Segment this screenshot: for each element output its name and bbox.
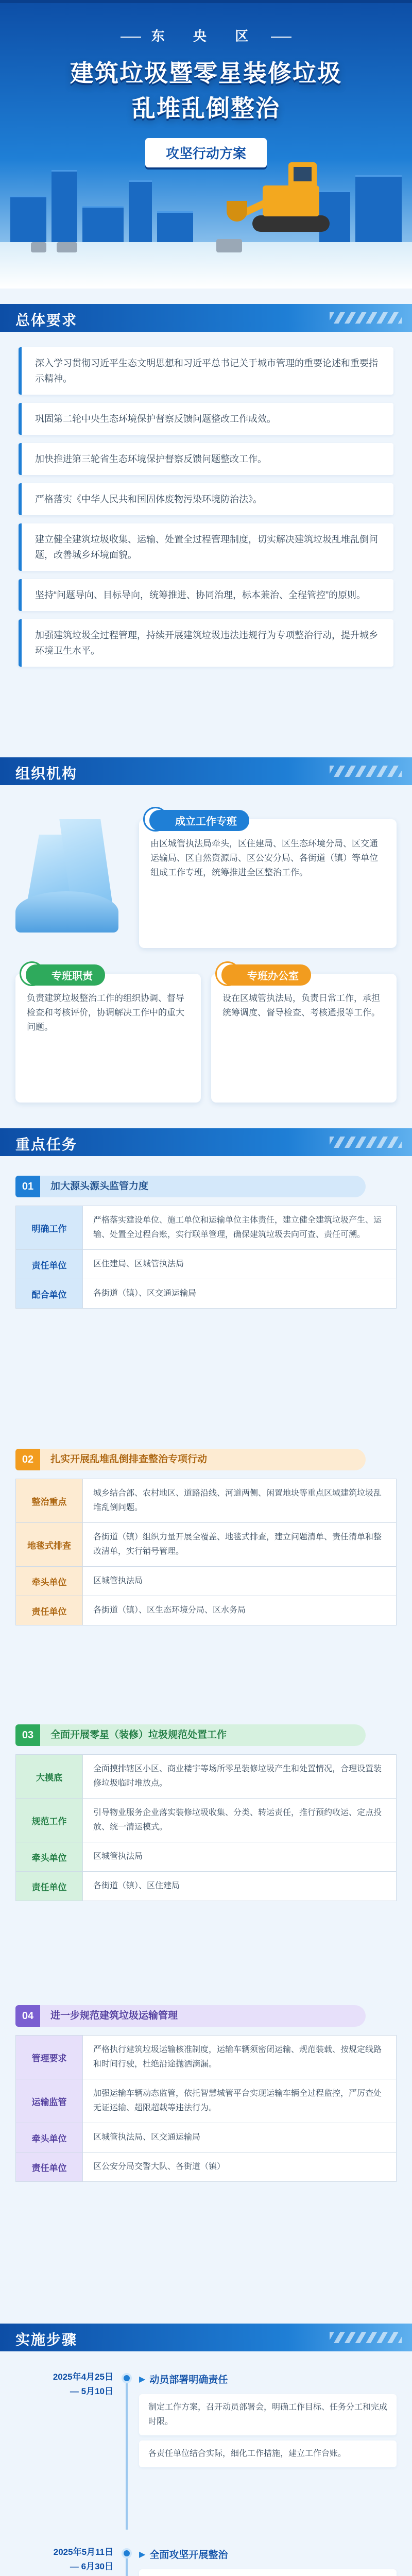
table-row xyxy=(16,1523,397,1567)
task-title xyxy=(15,1448,397,1471)
title-line-1: 建筑垃圾暨零星装修垃圾 xyxy=(70,60,342,87)
row-key: 规范工作 xyxy=(16,1799,83,1842)
row-key: 明确工作 xyxy=(16,1206,83,1250)
row-value: 城乡结合部、农村地区、道路沿线、河道两侧、闲置地块等重点区域建筑垃圾乱堆乱倒问题。 xyxy=(83,1479,397,1523)
list-item: 坚持“问题导向、目标导向，统筹推进、协同治理，标本兼治、全程管控”的原则。 xyxy=(19,579,393,611)
section-header-general xyxy=(0,304,412,332)
table-row xyxy=(16,1755,397,1799)
org-card-3 xyxy=(211,971,397,1103)
main-title xyxy=(0,56,412,126)
section-header-steps xyxy=(0,2324,412,2351)
step-para xyxy=(139,2569,397,2576)
task-number: 04 xyxy=(15,2005,40,2027)
row-value: 加强运输车辆动态监管，依托智慧城管平台实现运输车辆全过程监控，严厉查处无证运输、超限超载等违法行为。 xyxy=(83,2079,397,2123)
hero-banner xyxy=(0,0,412,289)
section-title: 重点任务 xyxy=(15,1137,78,1153)
task-block-4 xyxy=(15,2004,397,2182)
card-tag: 专班职责 xyxy=(26,964,105,986)
timeline-dot xyxy=(122,2548,132,2558)
date-end: — 6月30日 xyxy=(70,2562,113,2571)
row-value: 全面摸排辖区小区、商业楼宇等场所零星装修垃圾产生和处置情况，合理设置装修垃圾临时堆放点。 xyxy=(83,1755,397,1799)
step-title: 全面攻坚开展整治 xyxy=(149,2550,228,2561)
row-key: 管理要求 xyxy=(16,2036,83,2079)
table-row xyxy=(16,1206,397,1250)
step-1 xyxy=(15,2370,397,2524)
steps-timeline xyxy=(15,2370,397,2576)
row-value: 区住建局、区城管执法局 xyxy=(83,1250,397,1279)
table-row xyxy=(16,1479,397,1523)
org-structure xyxy=(15,804,397,1113)
row-key: 牵头单位 xyxy=(16,2123,83,2153)
table-row xyxy=(16,1279,397,1309)
task-table xyxy=(15,1206,397,1309)
city-illustration xyxy=(0,175,412,289)
subtitle-badge: 攻坚行动方案 xyxy=(145,138,267,167)
table-row xyxy=(16,1842,397,1872)
table-row xyxy=(16,2036,397,2079)
org-card-1 xyxy=(139,816,397,948)
step-head xyxy=(139,2545,397,2564)
row-key: 地毯式排查 xyxy=(16,1523,83,1567)
task-block-2 xyxy=(15,1448,397,1625)
step-date xyxy=(15,2545,113,2574)
table-row xyxy=(16,1567,397,1596)
date-start: 2025年5月11日 xyxy=(53,2547,113,2557)
general-requirements-list xyxy=(19,347,393,675)
row-key: 责任单位 xyxy=(16,1872,83,1901)
step-date xyxy=(15,2370,113,2399)
hero-top-line xyxy=(0,0,412,3)
step-title: 动员部署明确责任 xyxy=(149,2375,228,2385)
district-name: 东 央 区 xyxy=(0,26,412,45)
task-name: 扎实开展乱堆乱倒排查整治专项行动 xyxy=(40,1449,366,1470)
row-key: 配合单位 xyxy=(16,1279,83,1309)
task-name: 进一步规范建筑垃圾运输管理 xyxy=(40,2005,366,2027)
row-key: 牵头单位 xyxy=(16,1842,83,1872)
row-value: 严格执行建筑垃圾运输核准制度，运输车辆须密闭运输、规范装载、按规定线路和时间行驶，杜绝沿途抛洒滴漏。 xyxy=(83,2036,397,2079)
task-name: 加大源头源头监管力度 xyxy=(40,1176,366,1197)
row-value: 严格落实建设单位、施工单位和运输单位主体责任，建立健全建筑垃圾产生、运输、处置全过程台账，实行联单管理，确保建筑垃圾去向可查、责任可溯。 xyxy=(83,1206,397,1250)
card-text: 由区城管执法局牵头，区住建局、区生态环境分局、区交通运输局、区自然资源局、区公安分局、各街道（镇）等单位组成工作专班，统筹推进全区整治工作。 xyxy=(150,839,378,877)
ice-illustration xyxy=(15,814,129,943)
table-row xyxy=(16,2153,397,2182)
step-para: 各责任单位结合实际，细化工作措施，建立工作台账。 xyxy=(139,2441,397,2467)
task-title xyxy=(15,1723,397,1747)
chevron-right-icon: ▶ xyxy=(139,2375,146,2384)
row-value: 区城管执法局、区交通运输局 xyxy=(83,2123,397,2153)
card-tag: 专班办公室 xyxy=(221,964,311,986)
row-value: 引导物业服务企业落实装修垃圾收集、分类、转运责任，推行预约收运、定点投放、统一清运模式。 xyxy=(83,1799,397,1842)
chevron-right-icon: ▶ xyxy=(139,2550,146,2559)
row-key: 牵头单位 xyxy=(16,1567,83,1596)
row-value: 区城管执法局 xyxy=(83,1842,397,1872)
list-item: 加快推进第三轮省生态环境保护督察反馈问题整改工作。 xyxy=(19,443,393,475)
task-number: 02 xyxy=(15,1449,40,1470)
title-line-2: 乱堆乱倒整治 xyxy=(132,95,280,122)
step-head xyxy=(139,2370,397,2389)
row-key: 大摸底 xyxy=(16,1755,83,1799)
timeline-dot xyxy=(122,2373,132,2383)
card-tag: 成立工作专班 xyxy=(149,810,249,831)
table-row xyxy=(16,1799,397,1842)
list-item: 深入学习贯彻习近平生态文明思想和习近平总书记关于城市管理的重要论述和重要指示精神。 xyxy=(19,347,393,395)
row-value: 各街道（镇）、区交通运输局 xyxy=(83,1279,397,1309)
row-key: 责任单位 xyxy=(16,2153,83,2182)
section-title: 实施步骤 xyxy=(15,2332,78,2348)
table-row xyxy=(16,1250,397,1279)
task-block-3 xyxy=(15,1723,397,1901)
card-text: 设在区城管执法局，负责日常工作，承担统筹调度、督导检查、考核通报等工作。 xyxy=(222,993,380,1018)
excavator-illustration xyxy=(232,160,350,237)
row-value: 各街道（镇）组织力量开展全覆盖、地毯式排查，建立问题清单、责任清单和整改清单，实行销号管理。 xyxy=(83,1523,397,1567)
table-row xyxy=(16,2123,397,2153)
task-table xyxy=(15,2035,397,2182)
section-title: 组织机构 xyxy=(15,766,78,782)
row-value: 各街道（镇）、区生态环境分局、区水务局 xyxy=(83,1596,397,1625)
row-value: 区公安分局交警大队、各街道（镇） xyxy=(83,2153,397,2182)
org-card-2 xyxy=(15,971,201,1103)
step-para: 制定工作方案，召开动员部署会，明确工作目标、任务分工和完成时限。 xyxy=(139,2394,397,2435)
task-title xyxy=(15,2004,397,2028)
card-text: 负责建筑垃圾整治工作的组织协调、督导检查和考核评价，协调解决工作中的重大问题。 xyxy=(27,993,184,1032)
section-header-org xyxy=(0,757,412,785)
task-table xyxy=(15,1479,397,1625)
row-key: 整治重点 xyxy=(16,1479,83,1523)
row-key: 责任单位 xyxy=(16,1250,83,1279)
row-key: 责任单位 xyxy=(16,1596,83,1625)
section-header-tasks xyxy=(0,1128,412,1156)
list-item: 加强建筑垃圾全过程管理，持续开展建筑垃圾违法违规行为专项整治行动，提升城乡环境卫生水平。 xyxy=(19,619,393,667)
section-title: 总体要求 xyxy=(15,312,78,328)
task-number: 03 xyxy=(15,1724,40,1746)
table-row xyxy=(16,1872,397,1901)
table-row xyxy=(16,1596,397,1625)
step-2 xyxy=(15,2545,397,2576)
task-block-1 xyxy=(15,1175,397,1309)
list-item: 巩固第二轮中央生态环境保护督察反馈问题整改工作成效。 xyxy=(19,403,393,435)
date-start: 2025年4月25日 xyxy=(53,2372,113,2382)
row-key: 运输监管 xyxy=(16,2079,83,2123)
table-row xyxy=(16,2079,397,2123)
task-table xyxy=(15,1754,397,1901)
list-item: 建立健全建筑垃圾收集、运输、处置全过程管理制度，切实解决建筑垃圾乱堆乱倒问题，改善城乡环境面貌。 xyxy=(19,523,393,571)
task-title xyxy=(15,1175,397,1198)
list-item: 严格落实《中华人民共和国固体废物污染环境防治法》。 xyxy=(19,483,393,515)
task-name: 全面开展零星（装修）垃圾规范处置工作 xyxy=(40,1724,366,1746)
task-number: 01 xyxy=(15,1176,40,1197)
row-value: 各街道（镇）、区住建局 xyxy=(83,1872,397,1901)
date-end: — 5月10日 xyxy=(70,2386,113,2396)
row-value: 区城管执法局 xyxy=(83,1567,397,1596)
